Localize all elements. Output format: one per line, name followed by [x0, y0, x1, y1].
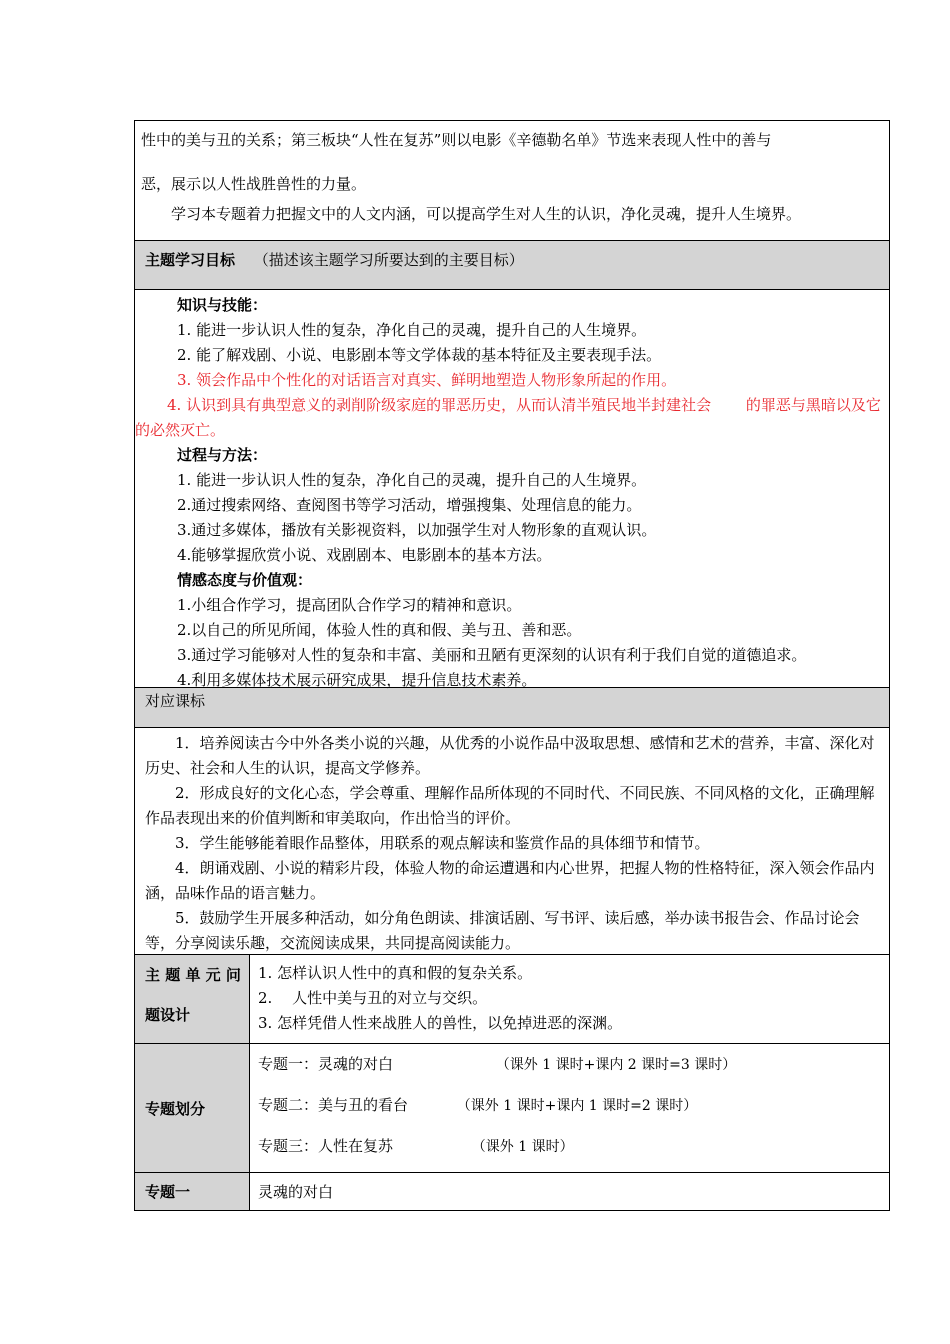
questions-label-line-1: 主 题 单 元 问: [145, 966, 241, 984]
process-item-2: 2.通过搜索网络、查阅图书等学习活动，增强搜集、处理信息的能力。: [177, 496, 642, 514]
questions-label-line-2: 题设计: [145, 1006, 191, 1024]
knowledge-heading: 知识与技能：: [177, 296, 268, 314]
questions-row: [134, 954, 890, 1043]
division-item-1: [258, 1050, 881, 1091]
document-page: [134, 120, 890, 1211]
emotion-item-4: 4.利用多媒体技术展示研究成果，提升信息技术素养。: [177, 671, 537, 689]
topic1-label: [135, 1173, 250, 1210]
topic1-label-text: 专题一: [145, 1183, 191, 1201]
topic1-row: [134, 1172, 890, 1211]
goals-body: [134, 289, 890, 687]
question-item-3: 3. 怎样凭借人性来战胜人的兽性，以免掉进恶的深渊。: [258, 1014, 623, 1032]
division-label-text: 专题划分: [145, 1099, 206, 1118]
standard-item-1: 1．培养阅读古今中外各类小说的兴趣，从优秀的小说作品中汲取思想、感情和艺术的营养，丰富、深化对历史、社会和人生的认识，提高文学修养。: [145, 734, 875, 777]
intro-line-3: 学习本专题着力把握文中的人文内涵，可以提高学生对人生的认识，净化灵魂，提升人生境界。: [171, 205, 802, 223]
emotion-item-1: 1.小组合作学习，提高团队合作学习的精神和意识。: [177, 596, 522, 614]
topic1-value: 灵魂的对白: [258, 1183, 334, 1201]
intro-line-2: 恶，展示以人性战胜兽性的力量。: [141, 175, 367, 193]
division-item-3-name: 专题三：人性在复苏: [258, 1137, 394, 1155]
process-item-4: 4.能够掌握欣赏小说、戏剧剧本、电影剧本的基本方法。: [177, 546, 552, 564]
knowledge-item-1: 1. 能进一步认识人性的复杂，净化自己的灵魂，提升自己的人生境界。: [177, 321, 647, 339]
intro-section: [134, 120, 890, 240]
division-item-2: [258, 1091, 881, 1132]
standards-title: 对应课标: [145, 692, 206, 710]
division-item-1-name: 专题一：灵魂的对白: [258, 1055, 394, 1073]
knowledge-item-4: 4. 认识到具有典型意义的剥削阶级家庭的罪恶历史，从而认清半殖民地半封建社会 的罪恶与黑暗以及它的必然灭亡。: [135, 396, 881, 439]
goals-hint: （描述该主题学习所要达到的主要目标）: [253, 251, 524, 269]
process-item-1: 1. 能进一步认识人性的复杂，净化自己的灵魂，提升自己的人生境界。: [177, 471, 647, 489]
emotion-item-2: 2.以自己的所见所闻，体验人性的真和假、美与丑、善和恶。: [177, 621, 582, 639]
question-item-1: 1. 怎样认识人性中的真和假的复杂关系。: [258, 964, 533, 982]
question-item-2: 2. 人性中美与丑的对立与交织。: [258, 989, 488, 1007]
knowledge-item-2: 2. 能了解戏剧、小说、电影剧本等文学体裁的基本特征及主要表现手法。: [177, 346, 662, 364]
standards-header: [134, 687, 890, 727]
process-heading: 过程与方法：: [177, 446, 268, 464]
standards-body: [134, 727, 890, 954]
questions-content: [250, 955, 889, 1043]
standard-item-3: 3．学生能够能着眼作品整体，用联系的观点解读和鉴赏作品的具体细节和情节。: [175, 834, 710, 852]
standard-item-5: 5．鼓励学生开展多种活动，如分角色朗读、排演话剧、写书评、读后感，举办读书报告会、作品讨论会等，分享阅读乐趣，交流阅读成果，共同提高阅读能力。: [145, 909, 860, 952]
division-content: [250, 1044, 889, 1172]
division-item-3-hours: （课外 1 课时）: [471, 1139, 574, 1155]
division-row: [134, 1043, 890, 1172]
questions-label: [135, 955, 250, 1043]
goals-header: [134, 240, 890, 289]
division-item-3: [258, 1132, 881, 1173]
division-item-2-hours: （课外 1 课时+课内 1 课时=2 课时）: [456, 1098, 698, 1114]
emotion-item-3: 3.通过学习能够对人性的复杂和丰富、美丽和丑陋有更深刻的认识有利于我们自觉的道德追求。: [177, 646, 807, 664]
goals-title: 主题学习目标: [145, 251, 236, 269]
standard-item-4: 4．朗诵戏剧、小说的精彩片段，体验人物的命运遭遇和内心世界，把握人物的性格特征，深入领会作品内涵，品味作品的语言魅力。: [145, 859, 875, 902]
process-item-3: 3.通过多媒体，播放有关影视资料，以加强学生对人物形象的直观认识。: [177, 521, 657, 539]
emotion-heading: 情感态度与价值观：: [177, 571, 313, 589]
knowledge-item-3: 3. 领会作品中个性化的对话语言对真实、鲜明地塑造人物形象所起的作用。: [177, 371, 677, 389]
topic1-content: [250, 1173, 889, 1210]
division-item-1-hours: （课外 1 课时+课内 2 课时=3 课时）: [495, 1057, 737, 1073]
division-item-2-name: 专题二：美与丑的看台: [258, 1096, 409, 1114]
standard-item-2: 2．形成良好的文化心态，学会尊重、理解作品所体现的不同时代、不同民族、不同风格的文化，正确理解作品表现出来的价值判断和审美取向，作出恰当的评价。: [145, 784, 875, 827]
division-label: [135, 1044, 250, 1172]
intro-line-1: 性中的美与丑的关系；第三板块“人性在复苏”则以电影《辛德勒名单》节选来表现人性中的善与: [141, 131, 772, 149]
